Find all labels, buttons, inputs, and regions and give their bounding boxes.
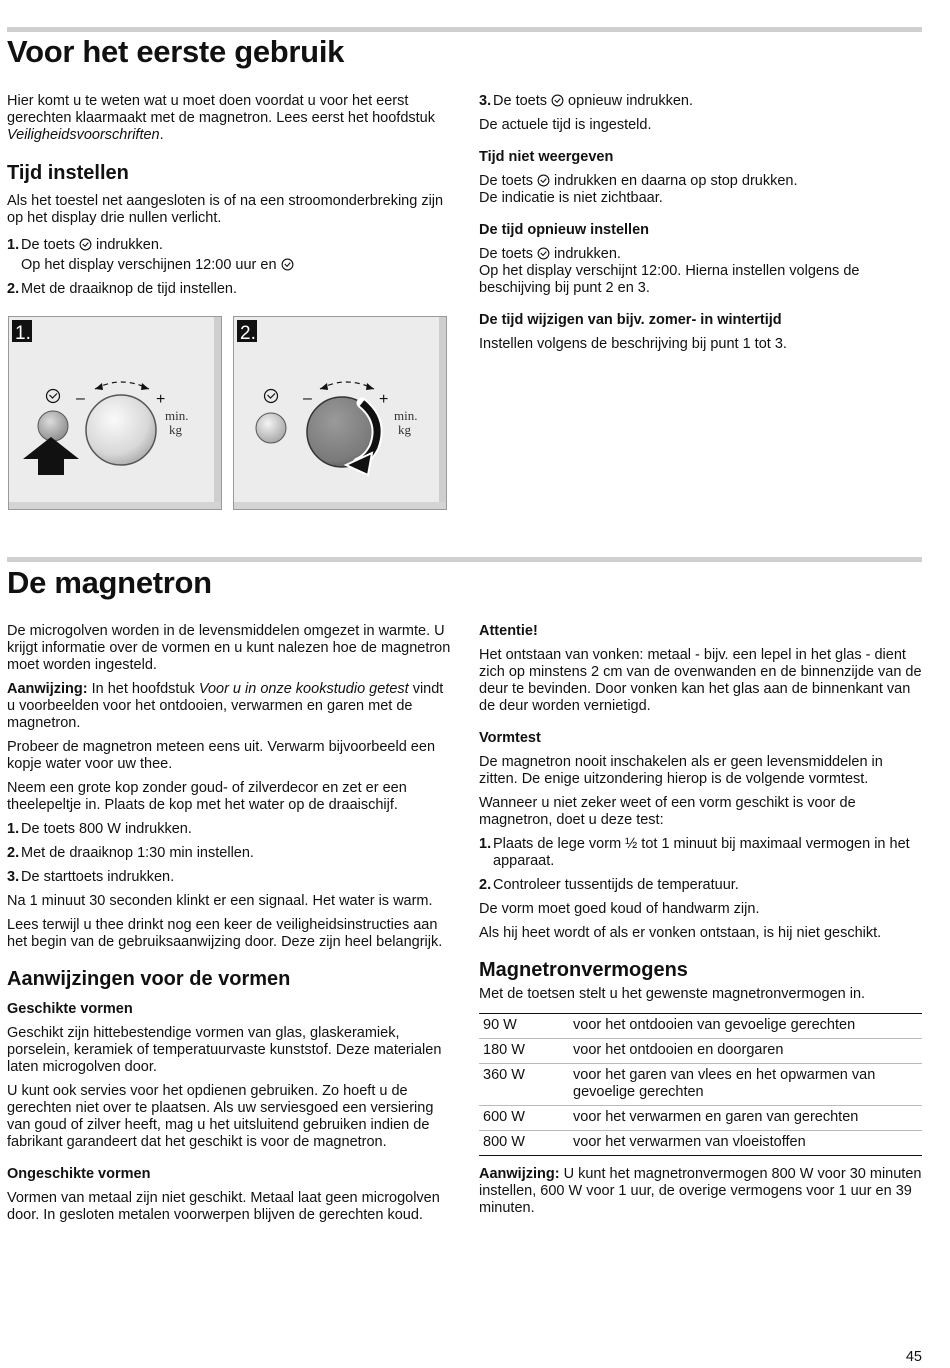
magnetron-p5: Lees terwijl u thee drinkt nog een keer de veiligheidsinstructies aan het begin van de gebruiksaanwijzing door. Deze zijn heel belangrijk. xyxy=(7,917,443,950)
min-label: min. xyxy=(394,408,418,423)
power-watt: 800 W xyxy=(479,1131,569,1156)
power-watt: 360 W xyxy=(479,1064,569,1106)
clock-button xyxy=(256,413,286,443)
magnetron-p3: Neem een grote kop zonder goud- of zilverdecor en zet er een theelepeltje in. Plaats de kop met het water op de draaischijf. xyxy=(7,780,407,813)
kg-label: kg xyxy=(169,422,182,437)
step-number: 2. xyxy=(7,281,20,297)
heading-vormtest: Vormtest xyxy=(479,730,541,746)
power-row xyxy=(479,1039,922,1064)
power-row xyxy=(479,1131,922,1156)
power-description: voor het verwarmen en garen van gerechten xyxy=(569,1106,922,1131)
power-watt: 90 W xyxy=(483,1017,517,1033)
geschikt-p2: U kunt ook servies voor het opdienen gebruiken. Zo hoeft u de gerechten niet over te plaatsen. Als uw serviesgoed een versiering van goud of zilver heeft, mag u het uitsluitend gebruiken indien de fabrikant garandeert dat het geschikt is voor de magnetron. xyxy=(7,1083,434,1150)
step-text: Met de draaiknop de tijd instellen. xyxy=(21,281,238,297)
attentie-text: Het ontstaan van vonken: metaal - bijv. een lepel in het glas - dient zich op minstens 2 cm van de ovenwanden en de binnenzijde van de deur te bevinden. Door vonken kan het glas aan de binnenkant van de deur worden vernietigd. xyxy=(479,647,922,714)
vormtest-p3: De vorm moet goed koud of handwarm zijn. xyxy=(479,901,760,917)
step-text: De toets indrukken. xyxy=(21,237,163,253)
step-text: Controleer tussentijds de temperatuur. xyxy=(493,877,739,893)
power-description: voor het ontdooien van gevoelige gerechten xyxy=(573,1017,856,1033)
step-2 xyxy=(479,877,922,894)
power-watt: 180 W xyxy=(479,1039,569,1064)
step-number: 1. xyxy=(7,821,20,837)
first-use-right-column xyxy=(479,93,922,353)
clock-icon xyxy=(537,247,550,260)
clock-icon xyxy=(79,238,92,251)
magnetron-steps xyxy=(7,821,451,886)
step-number: 2. xyxy=(7,845,20,861)
power-description: voor het garen van vlees en het opwarmen van gevoelige gerechten xyxy=(569,1064,922,1106)
step-number: 1. xyxy=(7,237,20,253)
minus-label: – xyxy=(303,390,312,407)
magnetron-p4: Na 1 minuut 30 seconden klinkt er een signaal. Het water is warm. xyxy=(7,893,433,909)
geschikt-p1: Geschikt zijn hittebestendige vormen van glas, glaskeramiek, porselein, keramiek of temperatuurvaste kunststof. Deze materialen laten microgolven door. xyxy=(7,1025,442,1075)
tijd-niet-line-2: De indicatie is niet zichtbaar. xyxy=(479,190,663,206)
step-1 xyxy=(479,836,922,870)
magnetron-left-column xyxy=(7,623,451,1224)
power-description: voor het ontdooien en doorgaren xyxy=(569,1039,922,1064)
plus-label: + xyxy=(156,391,166,408)
section-rule-magnetron xyxy=(7,557,922,562)
step-2 xyxy=(7,845,451,862)
clock-icon xyxy=(281,258,294,271)
clock-icon xyxy=(537,174,550,187)
heading-ongeschikte-vormen: Ongeschikte vormen xyxy=(7,1166,151,1182)
power-table xyxy=(479,1013,922,1156)
tijd-niet-line-1: De toets indrukken en daarna op stop drukken. xyxy=(479,173,798,189)
section-title-first-use: Voor het eerste gebruik xyxy=(7,34,345,69)
step-text: De toets opnieuw indrukken. xyxy=(493,93,694,109)
tijd-wijzigen-text: Instellen volgens de beschrijving bij punt 1 tot 3. xyxy=(479,336,787,352)
step-3 xyxy=(479,93,922,110)
clock-button xyxy=(38,411,68,441)
section-title-magnetron: De magnetron xyxy=(7,565,212,600)
step-3 xyxy=(7,869,451,886)
power-row xyxy=(479,1014,922,1039)
step-1 xyxy=(7,237,451,254)
step-2 xyxy=(7,281,451,298)
step-number: 1. xyxy=(479,836,492,852)
step-text: De toets 800 W indrukken. xyxy=(21,821,192,837)
step-1 xyxy=(7,821,451,838)
tijd-instellen-text: Als het toestel net aangesloten is of na een stroomonderbreking zijn op het display drie nullen verlicht. xyxy=(7,193,444,226)
tijd-opnieuw-line-1: De toets indrukken. xyxy=(479,246,621,262)
vormtest-steps xyxy=(479,836,922,894)
intro-paragraph xyxy=(7,93,451,144)
first-use-left-column xyxy=(7,93,451,298)
power-row xyxy=(479,1064,922,1106)
vormtest-p1: De magnetron nooit inschakelen als er geen levensmiddelen in zitten. De enige uitzondering hierop is de volgende vormtest. xyxy=(479,754,883,787)
magnetron-right-column xyxy=(479,623,922,1217)
heading-tijd-wijzigen: De tijd wijzigen van bijv. zomer- in wintertijd xyxy=(479,312,782,328)
heading-tijd-opnieuw: De tijd opnieuw instellen xyxy=(479,222,649,238)
step-3-result: De actuele tijd is ingesteld. xyxy=(479,117,652,133)
power-row xyxy=(479,1106,922,1131)
kg-label: kg xyxy=(398,422,411,437)
step-text: Plaats de lege vorm ½ tot 1 minuut bij maximaal vermogen in het apparaat. xyxy=(493,836,910,869)
panel-label: 1. xyxy=(15,323,31,344)
note-kookstudio: Aanwijzing: In het hoofdstuk Voor u in onze kookstudio getest vindt u voorbeelden voor het ontdooien, verwarmen en garen met de magnetron. xyxy=(7,681,444,731)
vermogens-intro: Met de toetsen stelt u het gewenste magnetronvermogen in. xyxy=(479,986,866,1002)
tijd-opnieuw-line-2: Op het display verschijnt 12:00. Hierna instellen volgens de beschijving bij punt 2 en 3. xyxy=(479,263,860,296)
heading-tijd-niet-weergeven: Tijd niet weergeven xyxy=(479,149,614,165)
step-number: 3. xyxy=(479,93,492,109)
step-text: Met de draaiknop 1:30 min instellen. xyxy=(21,845,254,861)
safety-chapter-reference: Veiligheidsvoorschriften xyxy=(7,127,160,143)
min-label: min. xyxy=(165,408,189,423)
note-vermogen: Aanwijzing: U kunt het magnetronvermogen 800 W voor 30 minuten instellen, 600 W voor 1 uur, de overige vermogens voor 1 uur en 39 minuten. xyxy=(479,1166,922,1216)
clock-icon xyxy=(551,94,564,107)
intro-text: Hier komt u te weten wat u moet doen voordat u voor het eerst gerechten klaarmaakt met de magnetron. Lees eerst het hoofdstuk xyxy=(7,93,435,126)
power-description: voor het verwarmen van vloeistoffen xyxy=(569,1131,922,1156)
power-watt: 600 W xyxy=(479,1106,569,1131)
control-panel-illustration-2 xyxy=(234,317,446,509)
magnetron-intro: De microgolven worden in de levensmiddelen omgezet in warmte. U krijgt informatie over de vormen en u kunt nalezen hoe de magnetron moet worden ingesteld. xyxy=(7,623,451,673)
heading-magnetronvermogens: Magnetronvermogens xyxy=(479,959,688,981)
page-number: 45 xyxy=(905,1349,922,1365)
panel-label: 2. xyxy=(240,323,256,344)
intro-suffix: . xyxy=(159,127,164,143)
control-panel-illustration-1 xyxy=(9,317,221,509)
figure-panel-1 xyxy=(8,316,222,510)
step-1-result: Op het display verschijnen 12:00 uur en xyxy=(7,257,451,274)
figure-panel-2 xyxy=(233,316,447,510)
plus-label: + xyxy=(379,391,389,408)
step-number: 2. xyxy=(479,877,492,893)
section-rule-top xyxy=(7,27,922,32)
vormtest-p2: Wanneer u niet zeker weet of een vorm geschikt is voor de magnetron, doet u deze test: xyxy=(479,795,856,828)
step-text: De starttoets indrukken. xyxy=(21,869,175,885)
heading-aanwijzingen-vormen: Aanwijzingen voor de vormen xyxy=(7,968,291,990)
heading-attentie: Attentie! xyxy=(479,623,538,639)
heading-tijd-instellen: Tijd instellen xyxy=(7,162,129,184)
ongeschikt-text: Vormen van metaal zijn niet geschikt. Metaal laat geen microgolven door. In gesloten metalen voorwerpen blijven de gerechten koud. xyxy=(7,1190,440,1223)
vormtest-p4: Als hij heet wordt of als er vonken ontstaan, is hij niet geschikt. xyxy=(479,925,882,941)
dial-knob xyxy=(86,395,156,465)
step-number: 3. xyxy=(7,869,20,885)
minus-label: – xyxy=(76,390,85,407)
heading-geschikte-vormen: Geschikte vormen xyxy=(7,1001,133,1017)
magnetron-p2: Probeer de magnetron meteen eens uit. Verwarm bijvoorbeeld een kopje water voor uw thee. xyxy=(7,739,436,772)
